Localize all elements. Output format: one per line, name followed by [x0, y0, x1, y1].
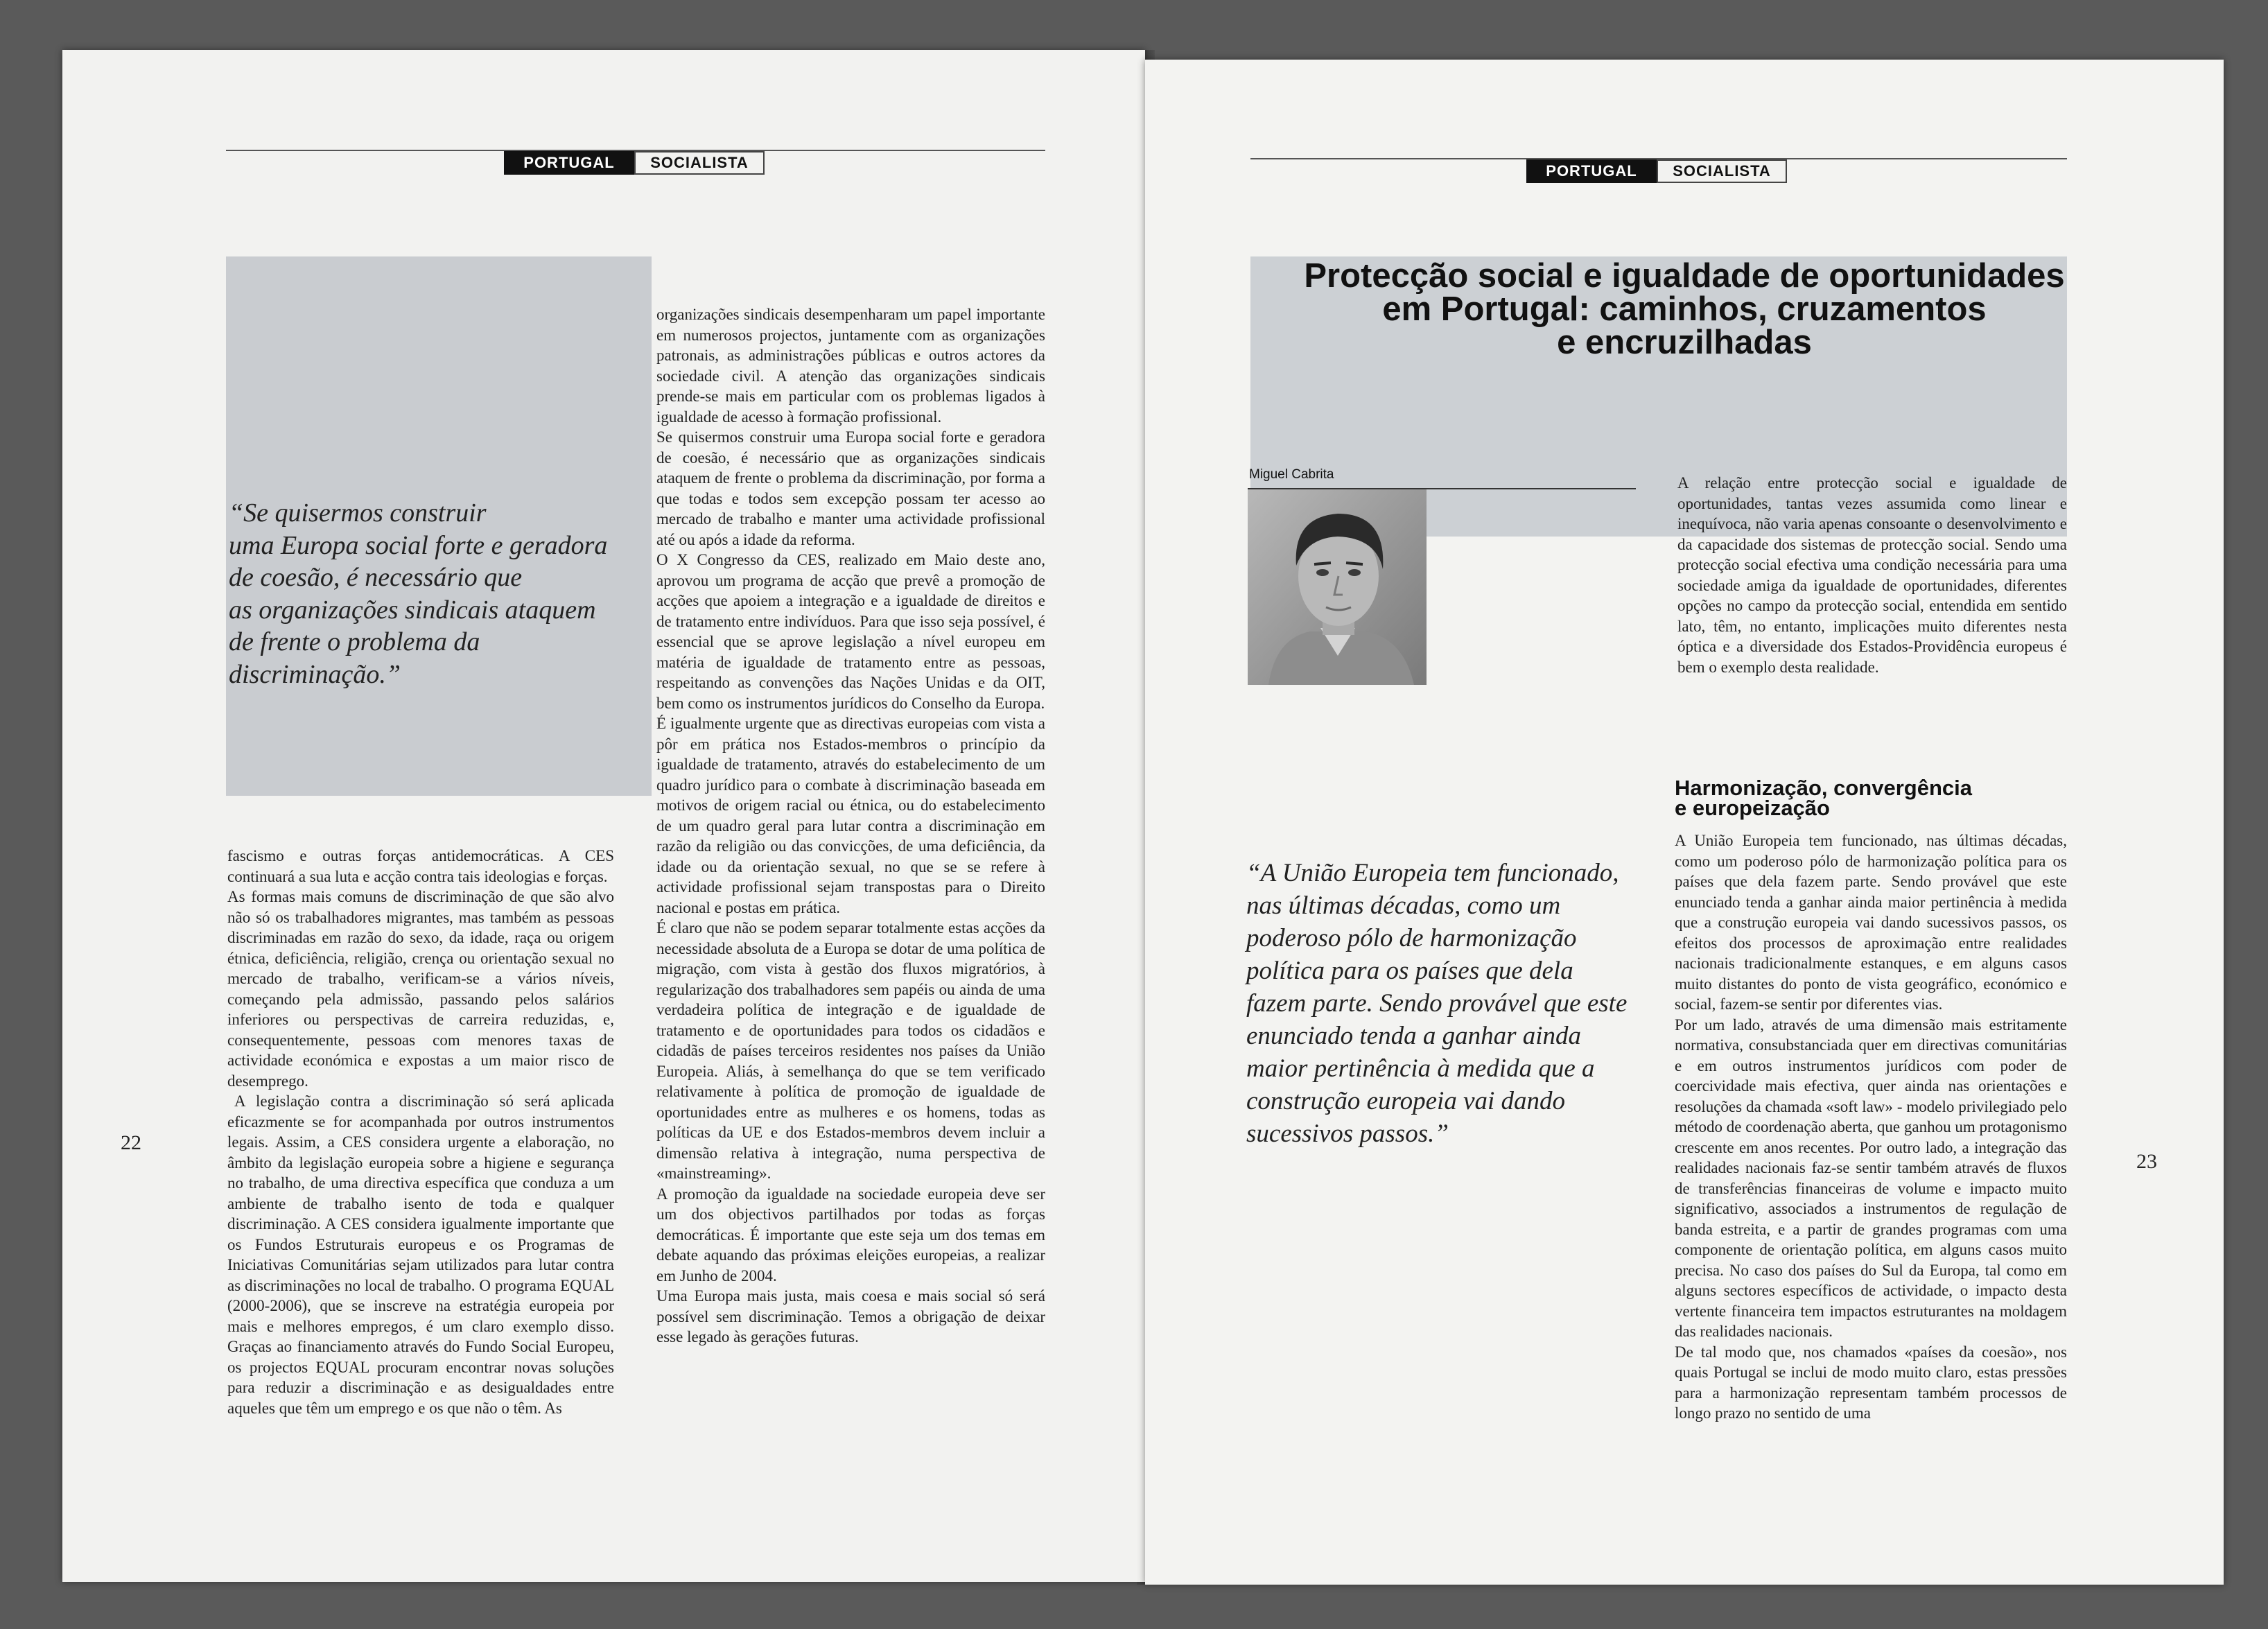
left-column-2 — [656, 304, 1045, 1348]
author-photo — [1248, 489, 1427, 685]
article-title — [1145, 259, 2224, 359]
intro-paragraph: A relação entre protecção social e igualdade de oportunidades, tantas vezes assumida como linear e inequívoca, não varia apenas consoante o desenvolvimento e da capacidade dos sistemas de protecção social. Sendo uma protecção social efectiva uma condição necessária para uma sociedade amiga da igualdade de oportunidades, diferentes opções no campo da protecção social, entendida em sentido lato, têm, no entanto, implicações muito diferentes nesta óptica e a diversidade dos Estados-Providência europeus é bem o exemplo desta realidade. — [1677, 474, 2067, 676]
paragraph: Se quisermos construir uma Europa social forte e geradora de coesão, é necessário que as organizações sindicais ataquem de frente o problema da discriminação, por forma a que todas e todos sem excepção possam ter acesso ao mercado de trabalho e manter uma actividade profissional até ou após a idade da reforma. — [656, 428, 1045, 548]
paragraph: A promoção da igualdade na sociedade europeia deve ser um dos objectivos partilhados por todas as forças democráticas. É importante que este seja um dos temas em debate aquando das próximas eleições europeias, a realizar em Junho de 2004. — [656, 1185, 1045, 1284]
title-line: em Portugal: caminhos, cruzamentos — [1382, 290, 1987, 328]
page-number: 22 — [121, 1131, 141, 1154]
paragraph: É igualmente urgente que as directivas europeias com vista a pôr em prática nos Estados-membros o princípio da igualdade de tratamento, através do estabelecimento de um quadro jurídico para o combate à discriminação baseada em motivos de origem racial ou étnica, ou do estabelecimento de um quadro geral para lutar contra a discriminação em razão da religião ou das convicções, de uma deficiência, da idade ou da orientação sexual, no que se se refere à actividade profissional sejam transpostas para o Direito nacional e postas em prática. — [656, 715, 1045, 916]
left-page — [62, 50, 1145, 1582]
header-tag — [504, 151, 765, 175]
header-tag-portugal: PORTUGAL — [1526, 159, 1657, 183]
paragraph: fascismo e outras forças antidemocráticas. A CES continuará a sua luta e acção contra tais ideologias e forças. — [227, 847, 614, 885]
paragraph: O X Congresso da CES, realizado em Maio deste ano, aprovou um programa de acção que prevê a promoção de acções que apoiem a integração e a igualdade de direitos e de tratamento entre indivíduos. Para que isso seja possível, é essencial que se aprove legislação a nível europeu em matéria de igualdade de tratamento entre as pessoas, respeitando as convenções das Nações Unidas e da OIT, bem como os instrumentos jurídicos do Conselho da Europa. — [656, 551, 1045, 712]
right-page — [1145, 60, 2224, 1585]
title-line: e encruzilhadas — [1557, 324, 1812, 361]
paragraph: É claro que não se podem separar totalmente estas acções da necessidade absoluta de a Europa se dotar de uma política de migração, com vista à gestão dos fluxos migratórios, à regularização dos trabalhadores sem papéis ou ainda de uma verdadeira política de integração e de igualdade de tratamento e de oportunidades para todos os cidadãos e cidadãs de países terceiros residentes nos países da União Europeia. Aliás, à semelhança do que se tem verificado relativamente à política de promoção de igualdade de oportunidades entre as mulheres e os homens, todas as políticas da UE e dos Estados-membros devem incluir a dimensão relativa à integração, numa perspectiva de «mainstreaming». — [656, 919, 1045, 1182]
pull-quote: “Se quisermos construir uma Europa social forte e geradora de coesão, é necessário que as organizações sindicais ataquem de frente o problema da discriminação.” — [229, 498, 608, 689]
paragraph: As formas mais comuns de discriminação de que são alvo não só os trabalhadores migrantes, mas também as pessoas discriminadas em razão do sexo, da idade, raça ou origem étnica, deficiência, religião, crença ou orientação sexual no mercado de trabalho, verificam-se a vários níveis, começando pela admissão, passando pelos salários inferiores ou perspectivas de carreira reduzidas, e, consequentemente, pessoas com menores taxas de actividade económica e expostas a um maior risco de desemprego. — [227, 888, 614, 1090]
header-tag-portugal: PORTUGAL — [504, 151, 634, 175]
right-column — [1675, 830, 2067, 1424]
paragraph: Uma Europa mais justa, mais coesa e mais social só será possível sem discriminação. Temos a obrigação de deixar esse legado às gerações futuras. — [656, 1287, 1045, 1345]
header-tag — [1526, 159, 1787, 183]
header-tag-socialista: SOCIALISTA — [1657, 159, 1787, 183]
portrait-image — [1248, 489, 1427, 685]
paragraph: organizações sindicais desempenharam um papel importante em numerosos projectos, juntamente com as organizações patronais, as administrações públicas e outros actores da sociedade civil. A atenção das organizações sindicais prende-se mais em particular com os problemas ligados à igualdade de acesso à formação profissional. — [656, 306, 1045, 426]
left-column-1 — [227, 846, 614, 1418]
author-name: Miguel Cabrita — [1249, 467, 1334, 482]
paragraph: De tal modo que, nos chamados «países da coesão», nos quais Portugal se inclui de modo muito claro, estas pressões para a harmonização representam também processos de longo prazo no sentido de uma — [1675, 1343, 2067, 1422]
title-line: Protecção social e igualdade de oportunidades — [1304, 257, 2065, 295]
page-number: 23 — [2136, 1150, 2157, 1173]
paragraph: A legislação contra a discriminação só será aplicada eficazmente se for acompanhada por outros instrumentos legais. Assim, a CES considera urgente a elaboração, no âmbito da legislação europeia sobre a higiene e segurança no trabalho, de uma directiva específica que conduza a um ambiente de trabalho isento de toda e qualquer discriminação. A CES considera igualmente importante que os Fundos Estruturais europeus e os Programas de Iniciativas Comunitárias sejam utilizados para lutar contra as discriminações no local de trabalho. O programa EQUAL (2000-2006), que se inscreve na estratégia europeia por mais e melhores empregos, é um claro exemplo disso. Graças ao financiamento através do Fundo Social Europeu, os projectos EQUAL procuram encontrar novas soluções para reduzir a discriminação e as desigualdades entre aqueles que têm um emprego e os que não o têm. As — [227, 1092, 614, 1417]
pull-quote: “A União Europeia tem funcionado, nas últimas décadas, como um poderoso pólo de harmonização política para os países que dela fazem parte. Sendo provável que este enunciado tenda a ganhar ainda maior pertinência à medida que a construção europeia vai dando sucessivos passos.” — [1246, 859, 1628, 1148]
paragraph: Por um lado, através de uma dimensão mais estritamente normativa, consubstanciada quer em directivas comunitárias e em outros instrumentos jurídicos com poder de coercividade mais efectiva, quer ainda nas orientações e resoluções da chamada «soft law» - modelo privilegiado pelo método de coordenação aberta, que ganhou um protagonismo crescente em anos recentes. Por outro lado, a integração das realidades nacionais faz-se sentir também através de fluxos de transferências financeiras de volume e impacto muito significativo, associados a instrumentos de regulação de banda estreita, e a partir de grandes programas com uma componente de orientação política, em alguns casos muito precisa. No caso dos países do Sul da Europa, tal como em alguns sectores específicos de actividade, o impacto desta vertente financeira tem impactos estruturantes na moldagem das realidades nacionais. — [1675, 1016, 2067, 1340]
header-tag-socialista: SOCIALISTA — [634, 151, 765, 175]
section-heading: Harmonização, convergência e europeização — [1675, 776, 1972, 820]
paragraph: A União Europeia tem funcionado, nas últimas décadas, como um poderoso pólo de harmonização política para os países que dela fazem parte. Sendo provável que este enunciado tenda a ganhar ainda maior pertinência à medida que a construção europeia vai dando sucessivos passos, os efeitos dos processos de aproximação entre realidades nacionais tradicionalmente estanques, e em alguns casos muito distantes do ponto de vista geográfico, económico e social, fazem-se sentir por diferentes vias. — [1675, 832, 2067, 1013]
